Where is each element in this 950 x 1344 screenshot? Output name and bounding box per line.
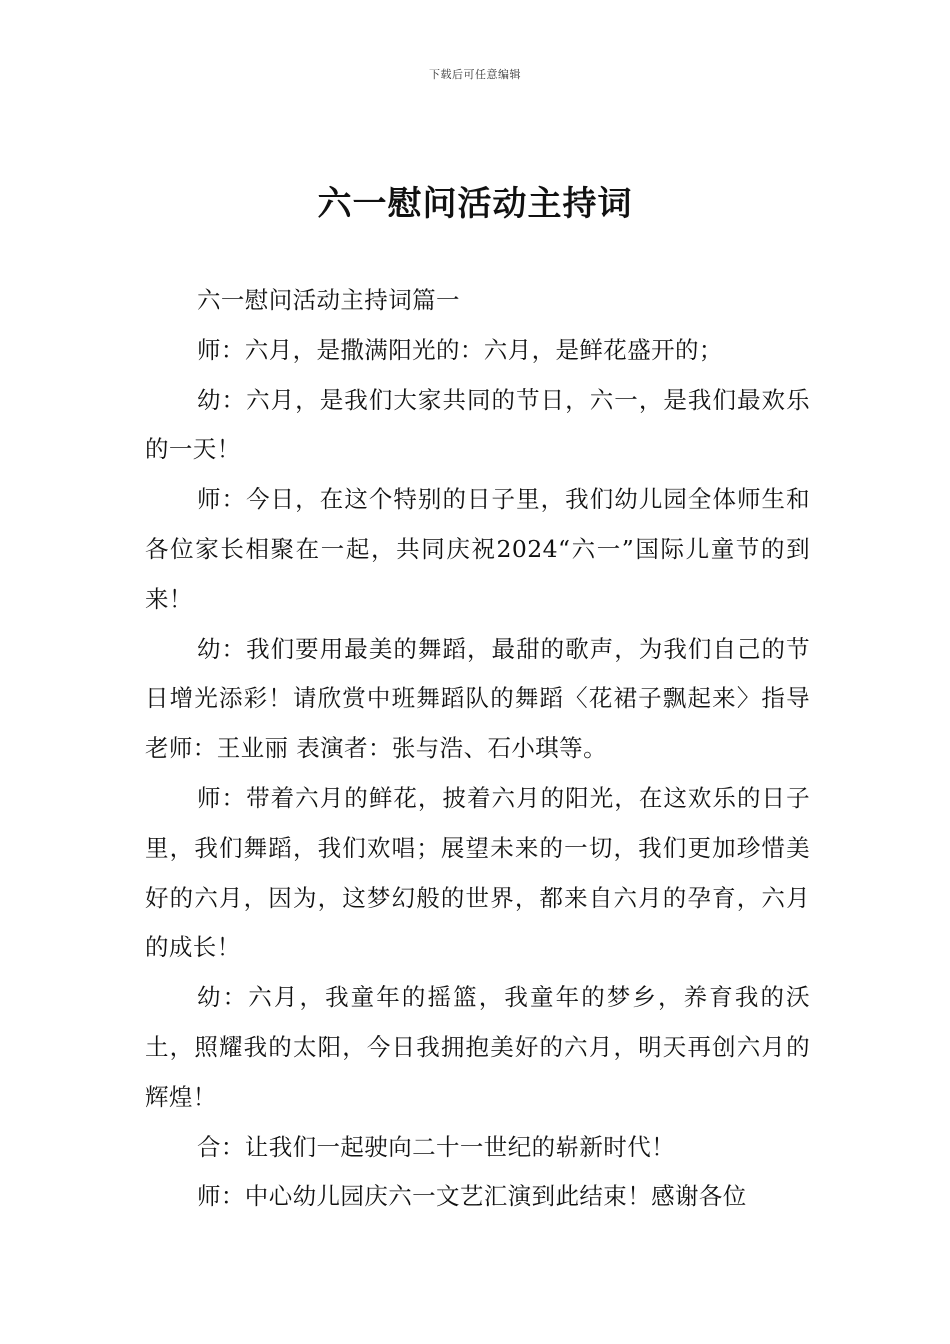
document-body (145, 276, 810, 1222)
section-heading: 六一慰问活动主持词篇一 (197, 286, 460, 314)
paragraph: 幼：六月，是我们大家共同的节日，六一，是我们最欢乐的一天！ (145, 385, 810, 464)
document-title: 六一慰问活动主持词 (317, 184, 633, 224)
paragraph: 幼：我们要用最美的舞蹈，最甜的歌声，为我们自己的节日增光添彩！请欣赏中班舞蹈队的舞蹈〈花裙子飘起来〉指导老师：王业丽 表演者：张与浩、石小琪等。 (145, 634, 810, 763)
paragraph: 师：中心幼儿园庆六一文艺汇演到此结束！感谢各位 (197, 1182, 747, 1211)
paragraph: 师：今日，在这个特别的日子里，我们幼儿园全体师生和各位家长相聚在一起，共同庆祝2024“六一”国际儿童节的到来！ (145, 485, 810, 613)
paragraph: 合：让我们一起驶向二十一世纪的崭新时代！ (197, 1132, 675, 1161)
header-note: 下载后可任意编辑 (429, 68, 521, 81)
paragraph: 师：六月，是撒满阳光的：六月，是鲜花盛开的； (197, 335, 723, 364)
paragraph: 幼：六月，我童年的摇篮，我童年的梦乡，养育我的沃土，照耀我的太阳，今日我拥抱美好的六月，明天再创六月的辉煌！ (145, 983, 810, 1111)
paragraph: 师：带着六月的鲜花，披着六月的阳光，在这欢乐的日子里，我们舞蹈，我们欢唱；展望未来的一切，我们更加珍惜美好的六月，因为，这梦幻般的世界，都来自六月的孕育，六月的成长！ (145, 783, 810, 962)
